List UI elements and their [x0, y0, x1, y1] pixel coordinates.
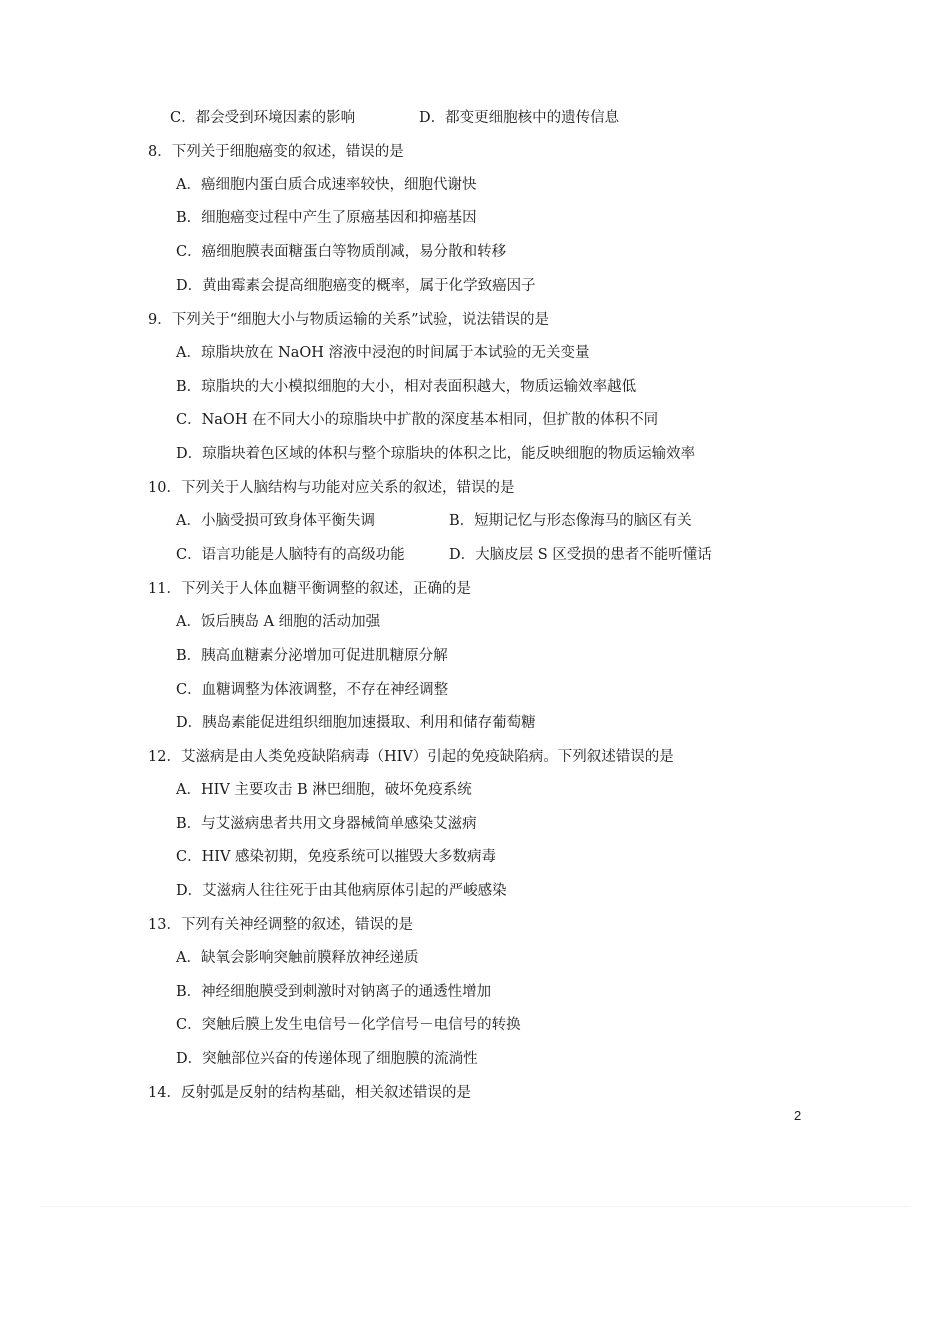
- question-13-option-a: A．缺氧会影响突触前膜释放神经递质: [176, 950, 419, 966]
- question-10-option-d: D．大脑皮层 S 区受损的患者不能听懂话: [449, 547, 712, 563]
- question-11-option-c: C．血糖调整为体液调整，不存在神经调整: [176, 682, 449, 698]
- question-9-stem: 9．下列关于“细胞大小与物质运输的关系”试验，说法错误的是: [148, 312, 550, 328]
- question-14-stem: 14．反射弧是反射的结构基础，相关叙述错误的是: [148, 1085, 471, 1101]
- question-8-option-b: B．细胞癌变过程中产生了原癌基因和抑癌基因: [176, 210, 477, 226]
- question-10-stem: 10．下列关于人脑结构与功能对应关系的叙述，错误的是: [148, 480, 515, 496]
- question-8-stem: 8．下列关于细胞癌变的叙述，错误的是: [148, 144, 404, 160]
- question-9-option-c: C．NaOH 在不同大小的琼脂块中扩散的深度基本相同，但扩散的体积不同: [176, 412, 659, 428]
- question-12-option-a: A．HIV 主要攻击 B 淋巴细胞，破坏免疫系统: [176, 782, 472, 798]
- question-8-option-a: A．癌细胞内蛋白质合成速率较快，细胞代谢快: [176, 177, 477, 193]
- question-9-option-b: B．琼脂块的大小模拟细胞的大小，相对表面积越大，物质运输效率越低: [176, 379, 637, 395]
- question-10-option-c: C．语言功能是人脑特有的高级功能: [176, 547, 405, 563]
- question-12-option-b: B．与艾滋病患者共用文身器械简单感染艾滋病: [176, 816, 477, 832]
- question-13-option-c: C．突触后膜上发生电信号－化学信号－电信号的转换: [176, 1017, 521, 1033]
- question-13-option-b: B．神经细胞膜受到刺激时对钠离子的通透性增加: [176, 984, 492, 1000]
- question-9-option-a: A．琼脂块放在 NaOH 溶液中浸泡的时间属于本试验的无关变量: [176, 345, 590, 361]
- question-11-stem: 11．下列关于人体血糖平衡调整的叙述，正确的是: [148, 581, 471, 597]
- question-13-stem: 13．下列有关神经调整的叙述，错误的是: [148, 917, 413, 933]
- question-12-stem: 12．艾滋病是由人类免疫缺陷病毒（HIV）引起的免疫缺陷病。下列叙述错误的是: [148, 749, 674, 765]
- option-c-prev: C．都会受到环境因素的影响: [170, 110, 356, 126]
- option-d-prev: D．都变更细胞核中的遗传信息: [419, 110, 620, 126]
- question-8-option-d: D．黄曲霉素会提高细胞癌变的概率，属于化学致癌因子: [176, 278, 536, 294]
- question-10-option-a: A．小脑受损可致身体平衡失调: [176, 513, 375, 529]
- question-11-option-d: D．胰岛素能促进组织细胞加速摄取、利用和储存葡萄糖: [176, 715, 536, 731]
- question-8-option-c: C．癌细胞膜表面糖蛋白等物质削减，易分散和转移: [176, 244, 507, 260]
- page-number: 2: [794, 1108, 802, 1123]
- question-12-option-d: D．艾滋病人往往死于由其他病原体引起的严峻感染: [176, 883, 507, 899]
- page-divider: [40, 1206, 910, 1207]
- question-11-option-a: A．饭后胰岛 A 细胞的活动加强: [176, 614, 381, 630]
- question-11-option-b: B．胰高血糖素分泌增加可促进肌糖原分解: [176, 648, 448, 664]
- question-9-option-d: D．琼脂块着色区域的体积与整个琼脂块的体积之比，能反映细胞的物质运输效率: [176, 446, 696, 462]
- question-10-option-b: B．短期记忆与形态像海马的脑区有关: [449, 513, 692, 529]
- question-13-option-d: D．突触部位兴奋的传递体现了细胞膜的流淌性: [176, 1051, 478, 1067]
- question-12-option-c: C．HIV 感染初期，免疫系统可以摧毁大多数病毒: [176, 849, 497, 865]
